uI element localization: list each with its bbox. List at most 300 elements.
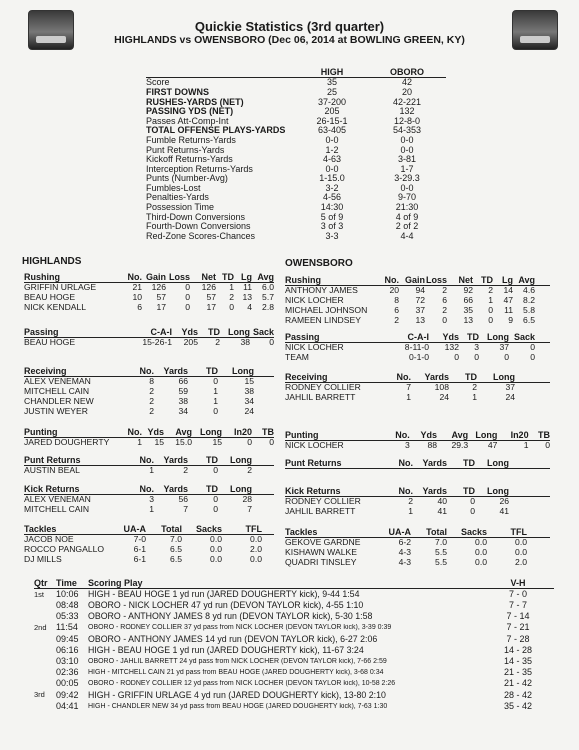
summary-value-oboro: 0-0 <box>400 144 414 155</box>
summary-value-high: 205 <box>324 106 340 117</box>
highlands-punt-returns-stat-cell: 2 <box>247 465 252 476</box>
scoring-play-text: HIGH - CHANDLER NEW 34 yd pass from BEAU HOGE (JARED DOUGHERTY kick), 7-63 1:30 <box>88 702 388 710</box>
highlands-rushing-col-header: Gain <box>145 271 166 282</box>
highlands-punting-col-header: Yds <box>147 426 164 437</box>
owensboro-kick-returns-stat-cell: 0 <box>470 506 475 517</box>
highlands-receiving-col-header: Long <box>232 365 254 376</box>
highlands-rushing-stat-cell: 2.8 <box>262 302 274 313</box>
highlands-tackles-stat-cell: 6.5 <box>170 544 182 555</box>
scoring-time: 11:54 <box>56 623 78 633</box>
highlands-rushing-stat-cell: 57 <box>156 292 166 303</box>
summary-row <box>146 136 446 146</box>
highlands-receiving-col-header: TD <box>206 365 218 376</box>
highlands-kick-returns-stat-cell: 3 <box>149 494 154 505</box>
summary-value-high: 1-2 <box>325 144 339 155</box>
scoring-score: 14 - 28 <box>503 645 533 655</box>
highlands-receiving-stat-cell: 59 <box>178 386 188 397</box>
owensboro-rushing-stat-cell: 2 <box>442 285 447 296</box>
owensboro-receiving-stat-cell: 24 <box>439 392 449 403</box>
highlands-receiving-stat-cell: 2 <box>149 386 154 397</box>
owensboro-tackles-stat-cell: 7.0 <box>435 537 447 548</box>
summary-row <box>146 232 446 242</box>
owensboro-rushing-stat-cell: 8 <box>394 295 399 306</box>
highlands-punt-returns-col-header: Yards <box>163 454 188 465</box>
summary-value-high: 4-63 <box>322 154 341 165</box>
summary-label: PASSING YDS (NET) <box>146 106 234 117</box>
highlands-kick-returns-col-header: Yards <box>163 483 188 494</box>
owensboro-rushing-stat-cell: 14 <box>503 285 513 296</box>
owensboro-punting-col-header: In20 <box>510 429 529 440</box>
owensboro-passing-stat-cell: 0-1-0 <box>408 352 429 363</box>
owensboro-rushing-stat-cell: 6 <box>394 305 399 316</box>
owensboro-kick-returns-col-header: Kick Returns <box>285 485 341 496</box>
summary-col-high: HIGH <box>320 67 344 77</box>
owensboro-rushing-stat-cell: 6.5 <box>523 315 535 326</box>
owensboro-punt-returns-col-header: Long <box>487 457 509 468</box>
highlands-tackles-stat-cell: 0.0 <box>250 554 262 565</box>
owensboro-receiving-col-header: TD <box>465 371 477 382</box>
scoring-score: 7 - 21 <box>506 623 530 633</box>
highlands-rushing-stat-cell: 1 <box>229 282 234 293</box>
owensboro-rushing-stat-cell: 66 <box>463 295 473 306</box>
summary-label: Passes Att-Comp-Int <box>146 115 229 126</box>
summary-value-high: 35 <box>326 77 337 88</box>
owensboro-rushing-player-name: NICK LOCHER <box>285 295 344 306</box>
owensboro-tackles-stat-cell: 0.0 <box>475 547 487 558</box>
highlands-receiving-player-name: CHANDLER NEW <box>24 396 94 407</box>
owensboro-tackles-col-header: UA-A <box>388 526 411 537</box>
owensboro-rushing-stat-cell: 2 <box>394 315 399 326</box>
summary-value-high: 3-2 <box>325 182 339 193</box>
owensboro-passing-col-header: Long <box>487 331 509 342</box>
owensboro-passing-stat-cell: 0 <box>474 352 479 363</box>
highlands-passing-col-header: Long <box>228 326 250 337</box>
highlands-receiving-col-header: Yards <box>163 365 188 376</box>
summary-label: FIRST DOWNS <box>146 86 209 97</box>
owensboro-tackles-stat-cell: 5.5 <box>435 557 447 568</box>
owensboro-rushing-table <box>285 275 550 326</box>
highlands-rushing-stat-cell: 0 <box>185 302 190 313</box>
scoring-play-text: HIGH - MITCHELL CAIN 21 yd pass from BEAU HOGE (JARED DOUGHERTY kick), 3-68 0:34 <box>88 669 384 677</box>
highlands-rushing-stat-cell: 126 <box>151 282 166 293</box>
owensboro-passing-header-row <box>285 332 550 343</box>
highlands-rushing-table <box>24 272 274 313</box>
owensboro-punting-stat-cell: 3 <box>404 440 410 451</box>
scoring-time: 10:06 <box>56 589 79 599</box>
highlands-rushing-col-header: Avg <box>257 271 274 282</box>
owensboro-passing-col-header: TD <box>467 331 479 342</box>
summary-value-oboro: 12-8-0 <box>393 115 420 126</box>
owensboro-rushing-stat-cell: 13 <box>463 315 473 326</box>
scoring-play-text: OBORO - NICK LOCHER 47 yd run (DEVON TAYLOR kick), 4-55 1:10 <box>88 601 364 611</box>
owensboro-punting-col-header: TB <box>538 429 551 440</box>
highlands-punting-header-row <box>24 427 274 438</box>
owensboro-kick-returns-row <box>285 507 550 517</box>
scoring-time: 00:05 <box>56 679 79 689</box>
highlands-rushing-stat-cell: 4 <box>247 302 252 313</box>
highlands-receiving-col-header: No. <box>139 365 154 376</box>
scoring-quarter: 3rd <box>34 691 45 700</box>
highlands-punt-returns-table <box>24 455 274 476</box>
owensboro-passing-row <box>285 353 550 363</box>
highlands-tackles-stat-cell: 7.0 <box>170 534 182 545</box>
owensboro-receiving-player-name: RODNEY COLLIER <box>285 382 361 393</box>
owensboro-punting-stat-cell: 0 <box>545 440 551 451</box>
owensboro-kick-returns-stat-cell: 41 <box>437 506 447 517</box>
highlands-rushing-col-header: TD <box>222 271 234 282</box>
owensboro-kick-returns-table <box>285 486 550 517</box>
owensboro-kick-returns-stat-cell: 26 <box>499 496 509 507</box>
owensboro-rushing-stat-cell: 47 <box>503 295 513 306</box>
highlands-punting-col-header: No. <box>127 426 142 437</box>
summary-value-high: 63-405 <box>317 125 347 136</box>
highlands-rushing-stat-cell: 0 <box>229 302 234 313</box>
scoring-score: 7 - 0 <box>508 589 527 599</box>
highlands-tackles-stat-cell: 7-0 <box>133 534 146 545</box>
owensboro-receiving-col-header: No. <box>396 371 411 382</box>
highlands-tackles-table <box>24 524 274 565</box>
owensboro-kick-returns-stat-cell: 1 <box>408 506 413 517</box>
scoring-summary-table <box>34 578 554 712</box>
owensboro-rushing-col-header: Loss <box>425 274 447 285</box>
summary-label: Possession Time <box>146 202 215 213</box>
owensboro-rushing-stat-cell: 37 <box>415 305 425 316</box>
highlands-tackles-player-name: JACOB NOE <box>24 534 74 545</box>
summary-value-oboro: 0-0 <box>400 134 414 145</box>
owensboro-tackles-stat-cell: 4-3 <box>398 557 411 568</box>
highlands-passing-stat-cell: 2 <box>215 337 220 348</box>
highlands-passing-stat-cell: 0 <box>269 337 274 348</box>
summary-value-oboro: 2 of 2 <box>395 221 419 232</box>
highlands-punt-returns-header-row <box>24 455 274 466</box>
owensboro-rushing-stat-cell: 0 <box>488 315 493 326</box>
owensboro-rushing-stat-cell: 13 <box>415 315 425 326</box>
highlands-punting-stat-cell: 0 <box>247 437 252 448</box>
highlands-tackles-stat-cell: 0.0 <box>250 534 262 545</box>
owensboro-punting-col-header: Long <box>475 429 498 440</box>
summary-label: Penalties-Yards <box>146 192 209 203</box>
scoring-col-header: V-H <box>510 577 526 588</box>
highlands-tackles-col-header: TFL <box>245 523 262 534</box>
highlands-punting-stat-cell: 15.0 <box>175 437 192 448</box>
highlands-rushing-player-name: BEAU HOGE <box>24 292 76 303</box>
highlands-punt-returns-col-header: Long <box>230 454 252 465</box>
owensboro-rushing-col-header: Rushing <box>285 274 321 285</box>
owensboro-rushing-header-row <box>285 275 550 286</box>
summary-value-high: 1-15.0 <box>319 173 345 184</box>
owensboro-receiving-col-header: Yards <box>424 371 449 382</box>
scoring-col-header: Qtr <box>34 577 48 588</box>
highlands-kick-returns-stat-cell: 1 <box>149 504 154 515</box>
owensboro-passing-stat-cell: 0 <box>530 342 535 353</box>
summary-label: Fourth-Down Conversions <box>146 221 251 232</box>
highlands-rushing-header-row <box>24 272 274 283</box>
summary-value-oboro: 4 of 9 <box>395 211 419 222</box>
owensboro-rushing-stat-cell: 92 <box>463 285 473 296</box>
scoring-time: 04:41 <box>56 701 79 711</box>
scoring-score: 21 - 35 <box>503 668 533 678</box>
owensboro-rushing-row <box>285 316 550 326</box>
owensboro-passing-col-header: Yds <box>442 331 459 342</box>
owensboro-passing-col-header: Passing <box>285 331 320 342</box>
page-title: Quickie Statistics (3rd quarter) <box>194 19 385 34</box>
highlands-receiving-player-name: JUSTIN WEYER <box>24 406 88 417</box>
highlands-kick-returns-row <box>24 505 274 515</box>
summary-value-oboro: 54-353 <box>392 125 422 136</box>
owensboro-punting-player-name: NICK LOCHER <box>285 440 344 451</box>
owensboro-passing-col-header: C-A-I <box>407 331 429 342</box>
highlands-receiving-stat-cell: 15 <box>244 376 254 387</box>
highlands-receiving-stat-cell: 38 <box>178 396 188 407</box>
highlands-tackles-stat-cell: 6-1 <box>133 554 146 565</box>
highlands-kick-returns-col-header: No. <box>139 483 154 494</box>
owensboro-rushing-stat-cell: 11 <box>504 305 513 316</box>
highlands-tackles-col-header: UA-A <box>123 523 146 534</box>
scoring-time: 02:36 <box>56 668 79 678</box>
highlands-rushing-stat-cell: 11 <box>243 282 252 293</box>
owensboro-kick-returns-col-header: No. <box>398 485 413 496</box>
owensboro-tackles-stat-cell: 0.0 <box>515 547 527 558</box>
owensboro-rushing-stat-cell: 9 <box>508 315 513 326</box>
scoring-score: 7 - 28 <box>506 634 530 644</box>
scoring-play-row <box>34 690 554 701</box>
highlands-punt-returns-stat-cell: 2 <box>183 465 188 476</box>
owensboro-rushing-stat-cell: 6 <box>442 295 447 306</box>
summary-label: Interception Returns-Yards <box>146 163 253 174</box>
highlands-receiving-stat-cell: 0 <box>213 406 218 417</box>
highlands-receiving-stat-cell: 2 <box>149 406 154 417</box>
highlands-tackles-stat-cell: 0.0 <box>210 534 222 545</box>
owensboro-receiving-stat-cell: 1 <box>472 392 477 403</box>
summary-value-oboro: 9-70 <box>397 192 416 203</box>
summary-value-oboro: 1-7 <box>400 163 414 174</box>
highlands-tackles-stat-cell: 0.0 <box>210 544 222 555</box>
summary-value-high: 14:30 <box>320 202 344 213</box>
scoring-header-row <box>34 578 554 589</box>
owensboro-rushing-col-header: TD <box>481 274 493 285</box>
summary-value-oboro: 42 <box>401 77 412 88</box>
owensboro-kick-returns-stat-cell: 40 <box>437 496 447 507</box>
highlands-rushing-col-header: Net <box>201 271 216 282</box>
owensboro-receiving-table <box>285 372 550 403</box>
scoring-score: 7 - 14 <box>506 612 530 622</box>
owensboro-tackles-stat-cell: 2.0 <box>515 557 527 568</box>
highlands-kick-returns-stat-cell: 7 <box>183 504 188 515</box>
owensboro-receiving-player-name: JAHLIL BARRETT <box>285 392 356 403</box>
highlands-rushing-col-header: No. <box>127 271 142 282</box>
owensboro-punting-row <box>285 441 550 451</box>
owensboro-tackles-stat-cell: 0.0 <box>475 537 487 548</box>
owensboro-tackles-player-name: GEKOVE GARDNE <box>285 537 361 548</box>
summary-value-oboro: 132 <box>399 106 415 117</box>
owensboro-tackles-stat-cell: 0.0 <box>515 537 527 548</box>
scoring-play-row <box>34 656 554 667</box>
highlands-rushing-player-name: GRIFFIN URLAGE <box>24 282 97 293</box>
owensboro-receiving-stat-cell: 7 <box>406 382 411 393</box>
highlands-punting-table <box>24 427 274 448</box>
summary-label: Score <box>146 77 170 88</box>
highlands-punt-returns-player-name: AUSTIN BEAL <box>24 465 80 476</box>
owensboro-rushing-col-header: Net <box>458 274 473 285</box>
highlands-tackles-stat-cell: 6-1 <box>133 544 146 555</box>
owensboro-receiving-stat-cell: 2 <box>472 382 477 393</box>
highlands-passing-col-header: Passing <box>24 326 59 337</box>
owensboro-rushing-player-name: RAMEEN LINDSEY <box>285 315 361 326</box>
owensboro-rushing-stat-cell: 2 <box>442 305 447 316</box>
owensboro-kick-returns-col-header: Long <box>487 485 509 496</box>
highlands-kick-returns-col-header: TD <box>206 483 218 494</box>
scoring-play-row <box>34 589 554 600</box>
highlands-rushing-stat-cell: 0 <box>185 282 190 293</box>
scoring-score: 21 - 42 <box>503 679 533 689</box>
highlands-receiving-stat-cell: 34 <box>178 406 188 417</box>
scoring-play-row <box>34 600 554 611</box>
summary-value-high: 25 <box>326 86 337 97</box>
highlands-rushing-stat-cell: 2 <box>229 292 234 303</box>
summary-value-oboro: 0-0 <box>400 182 414 193</box>
highlands-receiving-player-name: ALEX VENEMAN <box>24 376 91 387</box>
highlands-rushing-row <box>24 303 274 313</box>
highlands-punting-col-header: Punting <box>24 426 58 437</box>
scoring-time: 03:10 <box>56 657 79 666</box>
highlands-rushing-stat-cell: 10 <box>132 292 142 303</box>
highlands-tackles-col-header: Tackles <box>24 523 57 534</box>
summary-label: Punt Returns-Yards <box>146 144 225 155</box>
owensboro-rushing-col-header: No. <box>384 274 399 285</box>
scoring-time: 09:42 <box>56 690 79 700</box>
scoring-time: 06:16 <box>56 645 79 655</box>
owensboro-team-title: OWENSBORO <box>285 258 353 269</box>
owensboro-tackles-stat-cell: 4-3 <box>398 547 411 558</box>
owensboro-receiving-stat-cell: 1 <box>406 392 411 403</box>
owensboro-receiving-stat-cell: 37 <box>505 382 515 393</box>
highlands-punt-returns-row <box>24 466 274 476</box>
owensboro-rushing-stat-cell: 1 <box>488 295 493 306</box>
scoring-time: 08:48 <box>56 601 79 611</box>
owensboro-passing-player-name: NICK LOCHER <box>285 342 344 353</box>
owensboro-kick-returns-header-row <box>285 486 550 497</box>
highlands-punting-stat-cell: 0 <box>269 437 274 448</box>
highlands-receiving-stat-cell: 8 <box>149 376 154 387</box>
summary-value-high: 3-3 <box>325 230 339 241</box>
highlands-receiving-stat-cell: 38 <box>244 386 254 397</box>
scoring-play-text: OBORO - JAHLIL BARRETT 24 yd pass from NICK LOCHER (DEVON TAYLOR kick), 7-66 2:59 <box>88 658 387 666</box>
owensboro-tackles-col-header: Sacks <box>460 526 487 537</box>
highlands-tackles-row <box>24 555 274 565</box>
highlands-passing-row <box>24 338 274 348</box>
highlands-kick-returns-player-name: MITCHELL CAIN <box>24 504 90 515</box>
owensboro-punting-stat-cell: 1 <box>523 440 529 451</box>
scoring-play-text: OBORO - RODNEY COLLIER 37 yd pass from NICK LOCHER (DEVON TAYLOR kick), 3-39 0:39 <box>88 624 392 632</box>
highlands-punt-returns-stat-cell: 1 <box>149 465 154 476</box>
owensboro-rushing-player-name: MICHAEL JOHNSON <box>285 305 368 316</box>
highlands-punt-returns-col-header: TD <box>206 454 218 465</box>
scoring-time: 05:33 <box>56 612 79 622</box>
owensboro-rushing-stat-cell: 8.2 <box>523 295 535 306</box>
scoring-play-text: HIGH - BEAU HOGE 1 yd run (JARED DOUGHERTY kick), 9-44 1:54 <box>88 589 360 599</box>
summary-label: Fumble Returns-Yards <box>146 134 236 145</box>
owensboro-punting-col-header: Avg <box>451 429 469 440</box>
summary-value-oboro: 3-81 <box>397 154 416 165</box>
highlands-tackles-stat-cell: 0.0 <box>210 554 222 565</box>
owensboro-punting-stat-cell: 88 <box>427 440 437 451</box>
summary-value-high: 5 of 9 <box>320 211 344 222</box>
owensboro-passing-table <box>285 332 550 363</box>
highlands-tackles-player-name: DJ MILLS <box>24 554 62 565</box>
highlands-team-title: HIGHLANDS <box>22 256 82 267</box>
summary-value-high: 37-200 <box>317 96 347 107</box>
summary-value-high: 0-0 <box>325 163 339 174</box>
highlands-kick-returns-stat-cell: 28 <box>242 494 252 505</box>
owensboro-punt-returns-col-header: TD <box>463 457 475 468</box>
owensboro-receiving-header-row <box>285 372 550 383</box>
owensboro-rushing-stat-cell: 5.8 <box>523 305 535 316</box>
summary-label: TOTAL OFFENSE PLAYS-YARDS <box>146 125 286 136</box>
summary-value-oboro: 4-4 <box>400 230 414 241</box>
summary-label: Third-Down Conversions <box>146 211 246 222</box>
highlands-tackles-player-name: ROCCO PANGALLO <box>24 544 105 555</box>
scoring-play-text: OBORO - ANTHONY JAMES 14 yd run (DEVON TAYLOR kick), 6-27 2:06 <box>88 634 378 644</box>
owensboro-kick-returns-col-header: TD <box>463 485 475 496</box>
highlands-kick-returns-table <box>24 484 274 515</box>
owensboro-receiving-stat-cell: 108 <box>434 382 449 393</box>
owensboro-tackles-stat-cell: 5.5 <box>435 547 447 558</box>
highlands-punting-stat-cell: 1 <box>137 437 142 448</box>
summary-value-high: 26-15-1 <box>316 115 348 126</box>
highlands-kick-returns-stat-cell: 56 <box>178 494 188 505</box>
highlands-kick-returns-stat-cell: 0 <box>213 494 218 505</box>
highlands-punting-row <box>24 438 274 448</box>
owensboro-rushing-col-header: Gain <box>404 274 425 285</box>
scoring-play-row <box>34 634 554 645</box>
owensboro-rushing-stat-cell: 0 <box>442 315 447 326</box>
highlands-rushing-stat-cell: 17 <box>156 302 166 313</box>
owensboro-receiving-row <box>285 393 550 403</box>
highlands-rushing-stat-cell: 13 <box>242 292 252 303</box>
owensboro-rushing-stat-cell: 94 <box>415 285 425 296</box>
highlands-rushing-col-header: Loss <box>168 271 190 282</box>
team-summary-table <box>146 68 446 241</box>
scoring-play-text: OBORO - RODNEY COLLIER 12 yd pass from NICK LOCHER (DEVON TAYLOR kick), 10-58 2:26 <box>88 680 396 688</box>
highlands-kick-returns-col-header: Long <box>230 483 252 494</box>
owensboro-tackles-col-header: Tackles <box>285 526 318 537</box>
owensboro-kick-returns-player-name: RODNEY COLLIER <box>285 496 361 507</box>
highlands-kick-returns-col-header: Kick Returns <box>24 483 80 494</box>
owensboro-punt-returns-header-row <box>285 458 550 469</box>
scoring-col-header: Scoring Play <box>88 577 143 588</box>
highlands-rushing-stat-cell: 126 <box>201 282 216 293</box>
owensboro-rushing-stat-cell: 72 <box>415 295 425 306</box>
owensboro-punting-header-row <box>285 430 550 441</box>
highlands-receiving-stat-cell: 34 <box>244 396 254 407</box>
highlands-punting-col-header: In20 <box>233 426 252 437</box>
owensboro-tackles-header-row <box>285 527 550 538</box>
highlands-passing-header-row <box>24 327 274 338</box>
highlands-rushing-stat-cell: 57 <box>206 292 216 303</box>
highlands-kick-returns-stat-cell: 7 <box>247 504 252 515</box>
scoring-quarter: 1st <box>34 590 45 599</box>
owensboro-punting-col-header: Punting <box>285 429 319 440</box>
owensboro-punt-returns-col-header: Punt Returns <box>285 457 342 468</box>
highlands-receiving-player-name: MITCHELL CAIN <box>24 386 90 397</box>
highlands-tackles-stat-cell: 6.5 <box>170 554 182 565</box>
owensboro-receiving-col-header: Receiving <box>285 371 328 382</box>
highlands-tackles-stat-cell: 2.0 <box>250 544 262 555</box>
owensboro-kick-returns-stat-cell: 2 <box>408 496 413 507</box>
owensboro-rushing-stat-cell: 2 <box>488 285 493 296</box>
highlands-tackles-col-header: Total <box>161 523 182 534</box>
owensboro-kick-returns-col-header: Yards <box>422 485 447 496</box>
